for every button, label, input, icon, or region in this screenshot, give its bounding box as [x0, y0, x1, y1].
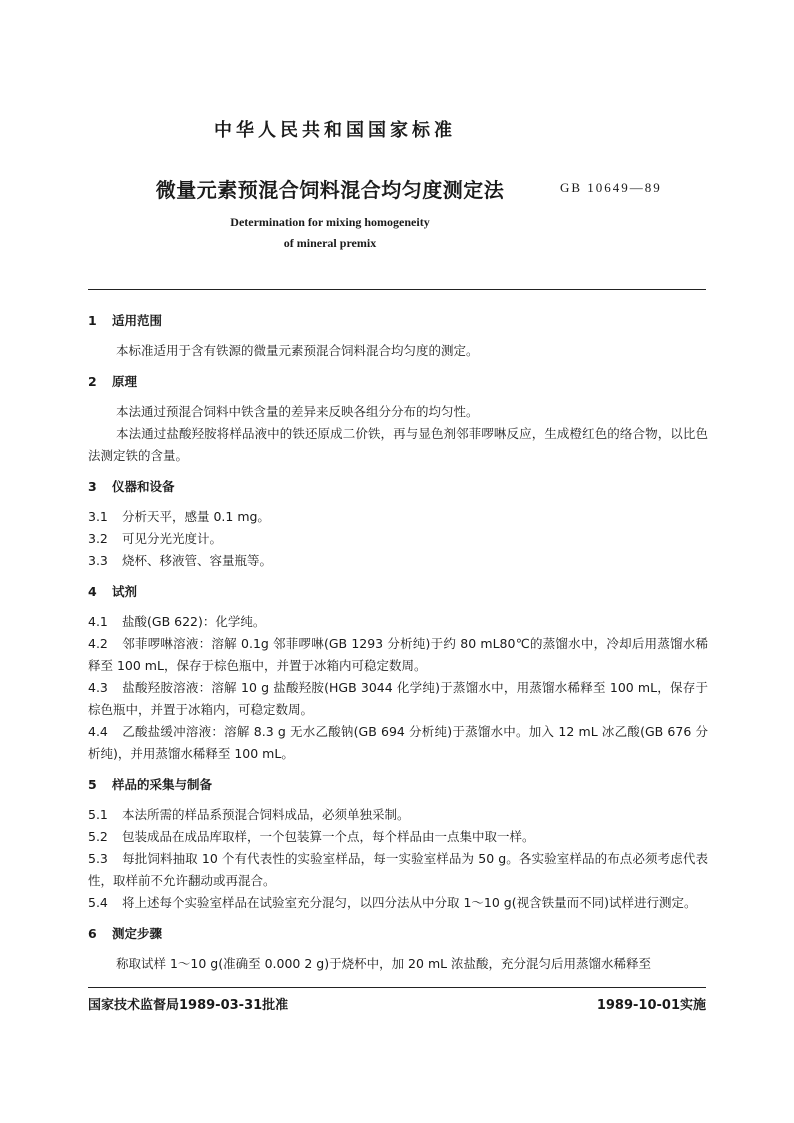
clause-item — [88, 528, 708, 550]
clause-text: 包装成品在成品库取样，一个包装算一个点，每个样品由一点集中取一样。 — [122, 829, 535, 844]
section-number: 3 — [88, 479, 97, 494]
section-heading — [88, 923, 708, 945]
clause-item — [88, 804, 708, 826]
clause-number: 3.3 — [88, 553, 108, 568]
section-heading — [88, 581, 708, 603]
approval-date: 国家技术监督局1989-03-31批准 — [88, 998, 289, 1013]
clause-text: 可见分光光度计。 — [122, 531, 223, 546]
clause-item — [88, 721, 708, 765]
effective-date: 1989-10-01实施 — [596, 998, 706, 1013]
clause-text: 邻菲啰啉溶液：溶解 0.1g 邻菲啰啉(GB 1293 分析纯)于约 80 mL80℃的蒸馏水中，冷却后用蒸馏水稀释至 100 mL，保存于棕色瓶中，并置于冰箱内可稳定数周。 — [88, 636, 708, 673]
clause-text: 盐酸(GB 622)：化学纯。 — [122, 614, 266, 629]
clause-text: 将上述每个实验室样品在试验室充分混匀，以四分法从中分取 1～10 g(视含铁量而不同)试样进行测定。 — [122, 895, 697, 910]
section-number: 1 — [88, 313, 97, 328]
clause-number: 5.2 — [88, 829, 108, 844]
clause-item — [88, 677, 708, 721]
clause-number: 5.4 — [88, 895, 108, 910]
clause-number: 3.2 — [88, 531, 108, 546]
section-heading — [88, 371, 708, 393]
clause-item — [88, 848, 708, 892]
section-title: 试剂 — [112, 584, 138, 599]
section-title: 样品的采集与制备 — [112, 777, 213, 792]
clause-item — [88, 892, 708, 914]
section-number: 4 — [88, 584, 97, 599]
paragraph: 本标准适用于含有铁源的微量元素预混合饲料混合均匀度的测定。 — [116, 343, 479, 358]
clause-number: 3.1 — [88, 509, 108, 524]
section-number: 2 — [88, 374, 97, 389]
clause-text: 分析天平，感量 0.1 mg。 — [122, 509, 270, 524]
standard-code: GB 10649—89 — [560, 180, 662, 195]
paragraph: 称取试样 1～10 g(准确至 0.000 2 g)于烧杯中，加 20 mL 浓盐酸，充分混匀后用蒸馏水稀释至 — [116, 956, 652, 971]
clause-item — [88, 506, 708, 528]
clause-number: 4.3 — [88, 680, 108, 695]
clause-item — [88, 550, 708, 572]
paragraph: 本法通过盐酸羟胺将样品液中的铁还原成二价铁，再与显色剂邻菲啰啉反应，生成橙红色的络合物，以比色法测定铁的含量。 — [88, 426, 708, 463]
document-body — [88, 310, 708, 975]
section-title: 适用范围 — [112, 313, 163, 328]
section-heading — [88, 476, 708, 498]
header-divider — [88, 289, 706, 290]
clause-item — [88, 826, 708, 848]
clause-item — [88, 633, 708, 677]
clause-number: 4.1 — [88, 614, 108, 629]
footer-divider — [88, 987, 706, 988]
section-title: 仪器和设备 — [112, 479, 175, 494]
clause-number: 5.3 — [88, 851, 108, 866]
document-title: 微量元素预混合饲料混合均匀度测定法 — [155, 178, 505, 202]
section-title: 测定步骤 — [112, 926, 163, 941]
clause-number: 5.1 — [88, 807, 108, 822]
section-number: 5 — [88, 777, 97, 792]
clause-text: 乙酸盐缓冲溶液：溶解 8.3 g 无水乙酸钠(GB 694 分析纯)于蒸馏水中。加入 12 mL 冰乙酸(GB 676 分析纯)，并用蒸馏水稀释至 100 mL。 — [88, 724, 708, 761]
section-heading — [88, 310, 708, 332]
english-title-line-1: Determination for mixing homogeneity — [230, 215, 430, 229]
clause-item — [88, 611, 708, 633]
standard-header: 中华人民共和国国家标准 — [214, 120, 456, 141]
clause-text: 盐酸羟胺溶液：溶解 10 g 盐酸羟胺(HGB 3044 化学纯)于蒸馏水中，用蒸馏水稀释至 100 mL，保存于棕色瓶中，并置于冰箱内，可稳定数周。 — [88, 680, 708, 717]
clause-text: 本法所需的样品系预混合饲料成品，必须单独采制。 — [122, 807, 410, 822]
clause-text: 烧杯、移液管、容量瓶等。 — [122, 553, 273, 568]
paragraph: 本法通过预混合饲料中铁含量的差异来反映各组分分布的均匀性。 — [116, 404, 479, 419]
section-heading — [88, 774, 708, 796]
clause-number: 4.2 — [88, 636, 108, 651]
clause-number: 4.4 — [88, 724, 108, 739]
section-title: 原理 — [112, 374, 138, 389]
section-number: 6 — [88, 926, 97, 941]
english-title-line-2: of mineral premix — [283, 236, 377, 250]
clause-text: 每批饲料抽取 10 个有代表性的实验室样品，每一实验室样品为 50 g。各实验室样品的布点必须考虑代表性，取样前不允许翻动或再混合。 — [88, 851, 708, 888]
